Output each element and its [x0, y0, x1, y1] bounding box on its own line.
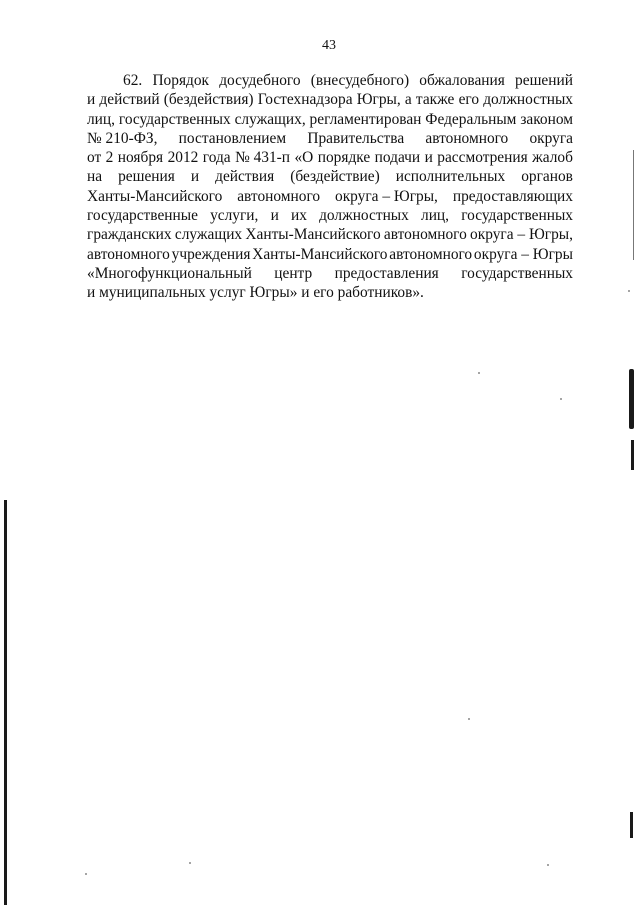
text-word: государственных	[461, 264, 573, 282]
text-line	[87, 264, 573, 283]
text-line	[87, 245, 573, 264]
text-word: также	[415, 91, 455, 109]
text-line	[87, 110, 573, 129]
text-word: (внесудебного)	[310, 72, 410, 89]
scan-speck	[478, 372, 480, 374]
text-word: лиц,	[421, 207, 450, 225]
text-word: Федеральным	[425, 110, 517, 128]
text-word: органов	[521, 168, 573, 186]
text-word: их	[290, 207, 307, 225]
text-word: автономного	[425, 129, 509, 147]
text-word: порядке	[317, 149, 371, 167]
text-word: «Многофункциональный	[87, 264, 252, 282]
text-word: автономного	[383, 226, 467, 244]
text-word: действия	[215, 168, 275, 186]
text-line	[87, 90, 573, 109]
text-word: Гостехнадзора	[257, 91, 353, 109]
text-word: и	[190, 168, 200, 186]
text-word: Правительства	[307, 129, 405, 147]
text-line	[87, 167, 573, 186]
scan-speck	[547, 864, 549, 866]
text-word: регламентирован	[309, 110, 422, 128]
text-word: учреждения	[171, 245, 251, 263]
text-word: должностных	[483, 91, 573, 109]
text-word: жалоб	[532, 149, 573, 167]
text-line	[87, 187, 573, 206]
text-word: а	[404, 91, 412, 109]
text-word: года	[202, 149, 231, 167]
text-word: и	[87, 91, 96, 109]
text-word: обжалования	[419, 72, 505, 89]
text-word: Порядок	[152, 72, 210, 89]
text-word: (бездействие)	[290, 168, 380, 186]
scan-speck	[189, 862, 191, 864]
text-word: решения	[118, 168, 175, 186]
text-word: Ханты-Мансийского	[245, 226, 381, 244]
text-word: лиц,	[87, 110, 116, 128]
text-word: и	[270, 207, 279, 225]
text-word: (бездействия)	[163, 91, 254, 109]
text-word: служащих,	[234, 110, 306, 128]
text-word: предоставления	[334, 264, 439, 282]
paragraph-62	[87, 71, 573, 303]
page-number: 43	[322, 38, 336, 53]
scan-edge-right	[629, 369, 634, 429]
text-line	[87, 71, 573, 90]
text-word: ноября	[117, 149, 164, 167]
text-word: «О	[294, 149, 314, 167]
text-line	[87, 283, 573, 302]
text-word: автономного	[237, 187, 321, 205]
text-word: от	[87, 149, 102, 167]
text-word: Югры,	[356, 91, 401, 109]
text-word: 2	[105, 149, 114, 167]
text-word: № 210-ФЗ,	[87, 129, 158, 147]
text-word: действий	[99, 91, 160, 109]
text-line	[87, 129, 573, 148]
text-word: и муниципальных услуг Югры» и его работников».	[87, 284, 424, 302]
text-word: гражданских	[87, 226, 172, 244]
text-word: и	[424, 149, 433, 167]
text-line	[87, 206, 573, 225]
text-word: услуги,	[210, 207, 259, 225]
scan-edge-right	[630, 812, 633, 838]
text-word: округа	[529, 129, 573, 147]
text-word: предоставляющих	[452, 187, 573, 205]
text-word: его	[458, 91, 480, 109]
text-line	[87, 148, 573, 167]
text-word: рассмотрения	[437, 149, 528, 167]
text-word: Ханты-Мансийского	[87, 187, 223, 205]
text-word: № 431-п	[235, 149, 291, 167]
scan-edge-left	[4, 500, 7, 905]
scan-speck	[628, 290, 630, 292]
text-word: автономного	[389, 245, 473, 263]
text-word: центр	[274, 264, 313, 282]
text-word: государственных	[461, 207, 573, 225]
scan-speck	[468, 718, 470, 720]
text-word: служащих	[174, 226, 243, 244]
text-word: досудебного	[219, 72, 301, 89]
text-word: законом	[520, 110, 573, 128]
text-word: округа – Югры,	[335, 187, 438, 205]
text-word: постановлением	[178, 129, 287, 147]
text-word: решений	[515, 72, 573, 89]
text-word: государственных	[118, 110, 231, 128]
text-word: должностных	[319, 207, 409, 225]
text-word: государственные	[87, 207, 198, 225]
text-word: подачи	[374, 149, 421, 167]
text-word: 2012	[167, 149, 199, 167]
scan-speck	[560, 398, 562, 400]
text-word: автономного	[87, 245, 170, 263]
scan-edge-right	[631, 440, 634, 470]
text-word: исполнительных	[395, 168, 506, 186]
text-word: на	[87, 168, 103, 186]
text-word: округа – Югры	[473, 245, 573, 263]
text-line	[87, 225, 573, 244]
text-word: Ханты-Мансийского	[252, 245, 388, 263]
scan-edge-right	[633, 150, 634, 260]
text-word: 62.	[123, 72, 143, 89]
text-word: округа – Югры,	[470, 226, 573, 244]
scan-speck	[85, 873, 87, 875]
